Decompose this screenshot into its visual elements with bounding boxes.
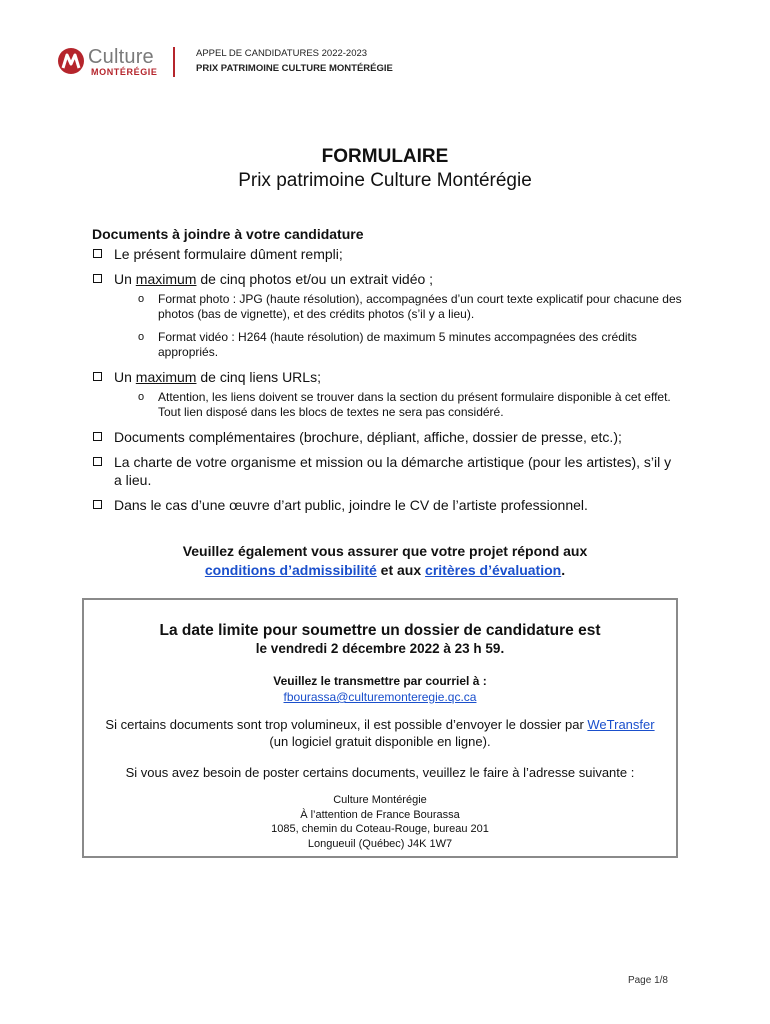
bullet-icon: o xyxy=(138,391,145,403)
list-item xyxy=(92,245,682,263)
list-item xyxy=(92,496,682,514)
list-item-text: de cinq photos et/ou un extrait vidéo ; xyxy=(196,271,434,287)
evaluation-criteria-link[interactable]: critères d’évaluation xyxy=(425,562,562,578)
page-subtitle: Prix patrimoine Culture Montérégie xyxy=(238,170,532,191)
list-item-text: Documents complémentaires (brochure, dépliant, affiche, dossier de presse, etc.); xyxy=(114,429,622,445)
checkbox-icon[interactable] xyxy=(93,372,102,381)
mail-instruction: Si vous avez besoin de poster certains documents, veuillez le faire à l’adresse suivante : xyxy=(125,765,635,780)
emphasis-text: maximum xyxy=(135,271,197,287)
emphasis-text: maximum xyxy=(135,369,197,385)
bullet-icon: o xyxy=(138,331,145,343)
checkbox-icon[interactable] xyxy=(93,432,102,441)
list-item-text: Un xyxy=(114,369,136,385)
eligibility-notice xyxy=(0,542,770,580)
list-item xyxy=(92,428,682,446)
sub-list-item xyxy=(92,390,682,420)
large-files-text-2: (un logiciel gratuit disponible en ligne). xyxy=(269,734,491,749)
deadline-box xyxy=(82,598,678,858)
deadline-date: le vendredi 2 décembre 2022 à 23 h 59. xyxy=(255,641,505,656)
list-item-text: Le présent formulaire dûment rempli; xyxy=(114,246,343,262)
sub-list xyxy=(92,390,682,420)
list-item-text: Dans le cas d’une œuvre d’art public, joindre le CV de l’artiste professionnel. xyxy=(114,497,588,513)
header-prize-title: PRIX PATRIMOINE CULTURE MONTÉRÉGIE xyxy=(196,63,393,74)
checkbox-icon[interactable] xyxy=(93,500,102,509)
punctuation-text: . xyxy=(561,562,566,578)
address-line: 1085, chemin du Coteau-Rouge, bureau 201 xyxy=(271,823,489,835)
mailing-address xyxy=(84,793,676,851)
documents-heading: Documents à joindre à votre candidature xyxy=(92,226,364,242)
sub-list-item-text: Format photo : JPG (haute résolution), accompagnées d’un court texte explicatif pour chacune des photos (bas de vignette), et des crédits photos (s’il y a lieu). xyxy=(158,292,682,321)
sub-list-item-text: Format vidéo : H264 (haute résolution) de maximum 5 minutes accompagnées des crédits appropriés. xyxy=(158,330,637,359)
send-instruction: Veuillez le transmettre par courriel à : xyxy=(273,674,487,688)
address-line: Longueuil (Québec) J4K 1W7 xyxy=(307,837,453,850)
page-number: Page 1/8 xyxy=(627,975,668,986)
address-line: Culture Montérégie xyxy=(333,794,427,806)
header-call-title: APPEL DE CANDIDATURES 2022-2023 xyxy=(196,48,368,59)
culture-monteregie-logo xyxy=(56,46,166,80)
documents-section xyxy=(92,226,682,521)
list-item xyxy=(92,368,682,386)
page-title: FORMULAIRE xyxy=(321,146,449,167)
checkbox-icon[interactable] xyxy=(93,274,102,283)
list-item-text: La charte de votre organisme et mission ou la démarche artistique (pour les artistes), s’il y a lieu. xyxy=(114,454,672,488)
contact-email-link[interactable]: fbourassa@culturemonteregie.qc.ca xyxy=(283,690,477,704)
deadline-heading: La date limite pour soumettre un dossier de candidature est xyxy=(159,622,601,639)
address-line: À l’attention de France Bourassa xyxy=(300,808,460,821)
logo-region: MONTÉRÉGIE xyxy=(91,67,158,77)
eligibility-conditions-link[interactable]: conditions d’admissibilité xyxy=(204,562,377,578)
list-item xyxy=(92,270,682,288)
bullet-icon: o xyxy=(138,293,145,305)
header-divider xyxy=(173,47,175,77)
list-item-text: de cinq liens URLs; xyxy=(196,369,321,385)
eligibility-notice-line: Veuillez également vous assurer que votre projet répond aux xyxy=(182,543,588,559)
checkbox-icon[interactable] xyxy=(93,249,102,258)
list-item-text: Un xyxy=(114,271,136,287)
sub-list xyxy=(92,292,682,360)
sub-list-item xyxy=(92,330,682,360)
connector-text: et aux xyxy=(376,562,426,578)
large-files-text: Si certains documents sont trop volumineux, il est possible d’envoyer le dossier par xyxy=(105,717,588,732)
list-item xyxy=(92,453,682,489)
page-header xyxy=(56,42,716,82)
sub-list-item xyxy=(92,292,682,322)
large-files-note xyxy=(84,716,676,750)
logo-word: Culture xyxy=(88,46,154,68)
sub-list-item-text: Attention, les liens doivent se trouver dans la section du présent formulaire disponible à cet effet. Tout lien disposé dans les blocs de textes ne sera pas considéré. xyxy=(158,390,671,419)
wetransfer-link[interactable]: WeTransfer xyxy=(587,717,655,732)
checkbox-icon[interactable] xyxy=(93,457,102,466)
culture-monteregie-logo-icon xyxy=(56,46,86,76)
